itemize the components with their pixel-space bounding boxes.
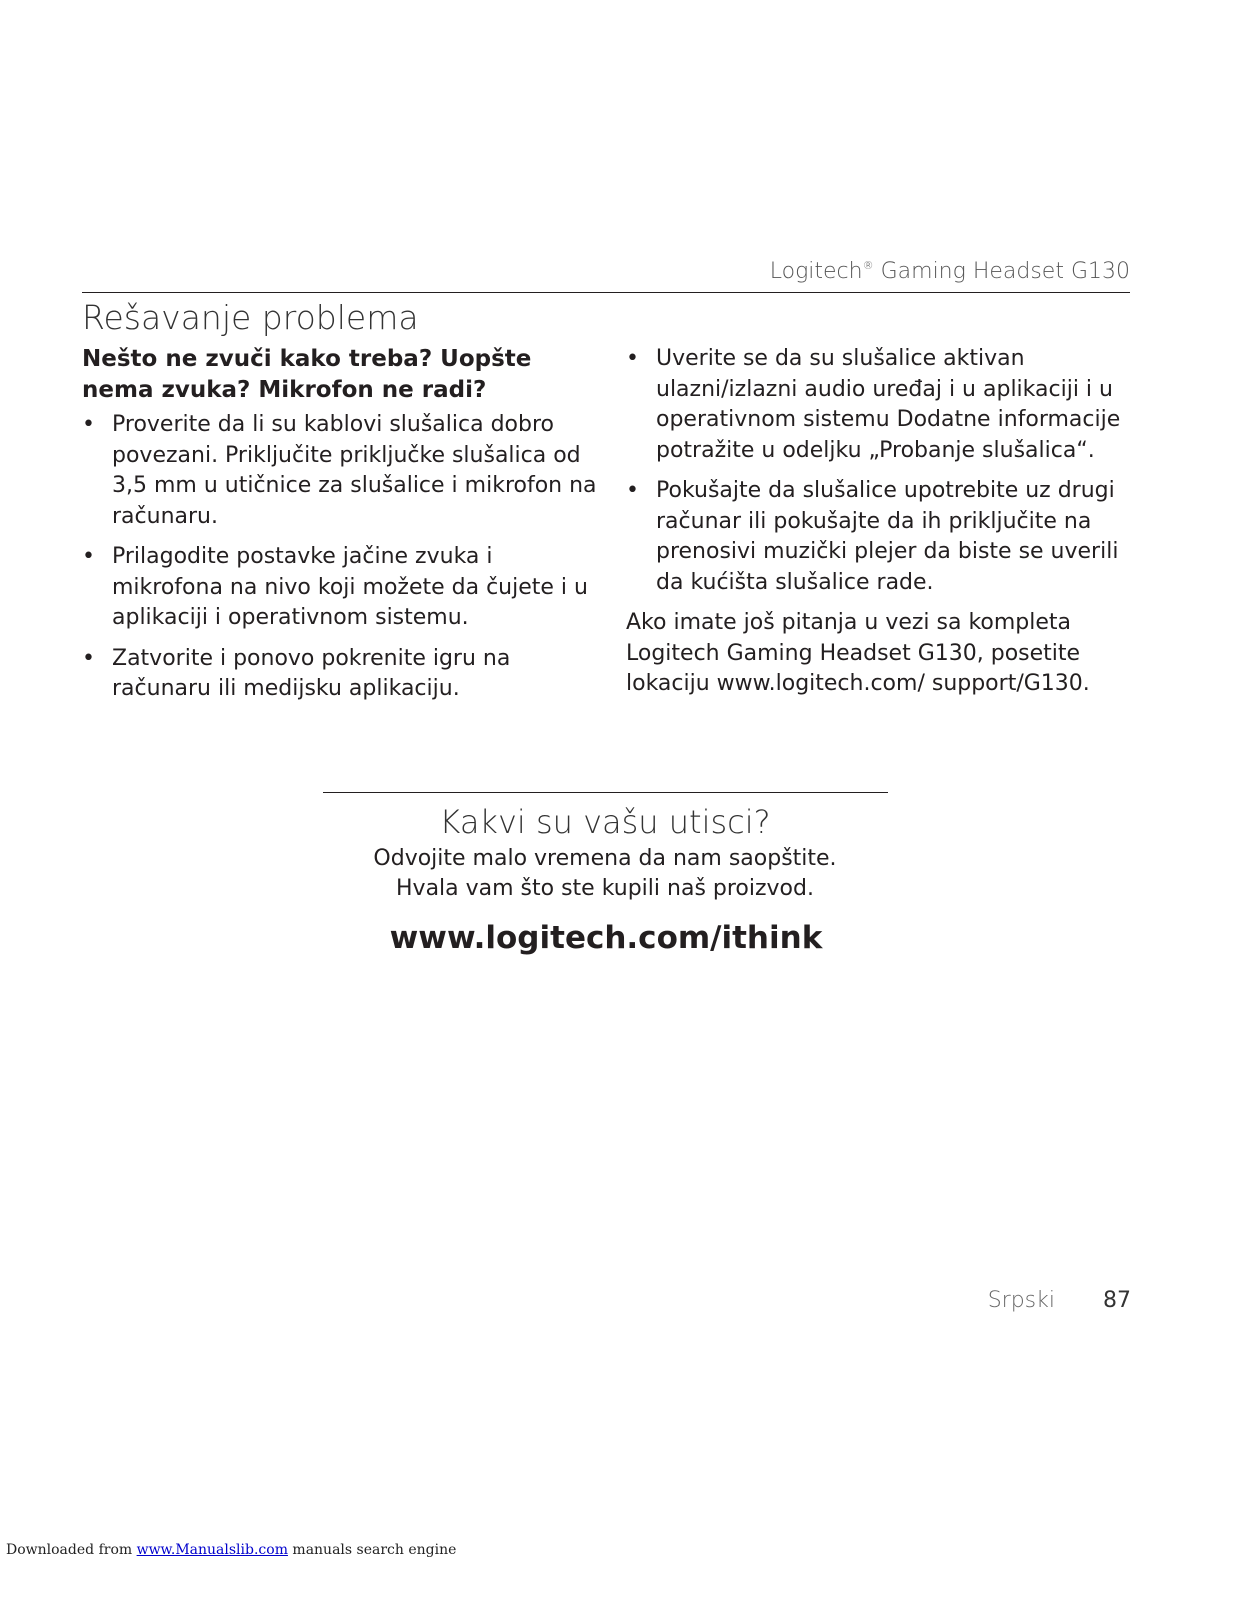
feedback-url: www.logitech.com/ithink	[389, 920, 823, 956]
list-item-text: Prilagodite postavke jačine zvuka i mikrofona na nivo koji možete da čujete i u aplikaciji i operativnom sistemu.	[112, 544, 588, 630]
page-number: 87	[1103, 1288, 1131, 1313]
list-item	[82, 410, 602, 532]
bullet-glyph: •	[626, 346, 639, 371]
list-item	[626, 344, 1146, 466]
feedback-line-1: Odvojite malo vremena da nam saopštite.	[373, 846, 837, 871]
bullet-glyph: •	[82, 412, 95, 437]
right-bullet-list	[626, 344, 1146, 598]
download-watermark	[6, 1542, 456, 1558]
left-bullet-list	[82, 410, 602, 705]
left-column	[82, 344, 602, 715]
feedback-divider	[323, 792, 888, 793]
footer-language: Srpski	[987, 1288, 1055, 1313]
section-title: Rešavanje problema	[82, 298, 419, 337]
list-item	[82, 644, 602, 705]
right-column	[626, 344, 1146, 700]
watermark-prefix: Downloaded from	[6, 1542, 137, 1558]
manualslib-link[interactable]: www.Manualslib.com	[136, 1542, 288, 1558]
support-paragraph: Ako imate još pitanja u vezi sa kompleta Logitech Gaming Headset G130, posetite lokaciju www.logitech.com/ support/G130.	[626, 610, 1090, 696]
list-item-text: Uverite se da su slušalice aktivan ulazni/izlazni audio uređaj i u aplikaciji i u operativnom sistemu Dodatne informacije potražite u odeljku „Probanje slušalica“.	[656, 346, 1121, 463]
list-item-text: Pokušajte da slušalice upotrebite uz drugi računar ili pokušajte da ih priključite na prenosivi muzički plejer da biste se uverili da kućišta slušalice rade.	[656, 478, 1119, 595]
header-brand: Logitech	[769, 259, 863, 284]
document-header	[770, 259, 1130, 284]
registered-mark: ®	[862, 259, 874, 272]
header-divider	[82, 292, 1130, 293]
list-item-text: Proverite da li su kablovi slušalica dobro povezani. Priključite priključke slušalica od 3,5 mm u utičnice za slušalice i mikrofon na računaru.	[112, 412, 597, 529]
feedback-line-2: Hvala vam što ste kupili naš proizvod.	[396, 876, 814, 901]
bullet-glyph: •	[82, 544, 95, 569]
troubleshooting-subheading: Nešto ne zvuči kako treba? Uopšte nema zvuka? Mikrofon ne radi?	[82, 346, 532, 403]
bullet-glyph: •	[82, 645, 95, 671]
list-item-text: Zatvorite i ponovo pokrenite igru na računaru ili medijsku aplikaciju.	[112, 645, 511, 701]
bullet-glyph: •	[626, 478, 639, 503]
list-item	[626, 476, 1146, 598]
feedback-title: Kakvi su vašu utisci?	[439, 803, 771, 841]
header-product-name: Gaming Headset G130	[873, 259, 1130, 284]
list-item	[82, 542, 602, 634]
watermark-suffix: manuals search engine	[287, 1542, 457, 1558]
